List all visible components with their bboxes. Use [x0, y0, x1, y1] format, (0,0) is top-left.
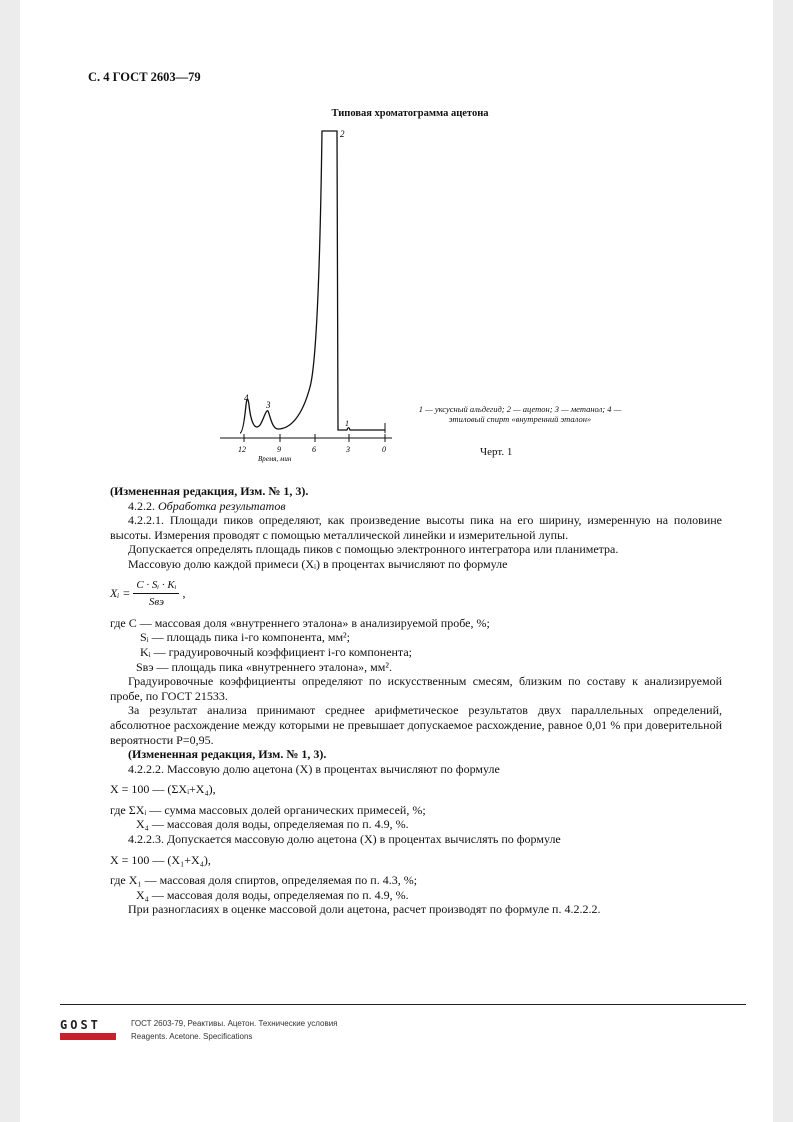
- tick-label: 0: [382, 445, 386, 454]
- where-line: где X₁ — массовая доля спиртов, определяемая по п. 4.3, %;: [110, 873, 418, 888]
- peak-label-4: 4: [244, 393, 249, 403]
- formula-impurity: [110, 578, 722, 610]
- tick-label: 12: [238, 445, 246, 454]
- tick-label: 6: [312, 445, 316, 454]
- document-body: [110, 484, 722, 917]
- paragraph: За результат анализа принимают среднее арифметическое результатов двух параллельных определений, абсолютное расхождение между которыми не превышает допускаемое расхождение, равное 0,01 % при доверительной вероятности P=0,95.: [110, 703, 722, 747]
- where-line: X₄ — массовая доля воды, определяемая по п. 4.9, %.: [136, 817, 409, 832]
- formula-tail: ,: [182, 585, 186, 600]
- footer-line-2: Reagents. Acetone. Specifications: [131, 1032, 253, 1041]
- paragraph: 4.2.2.3. Допускается массовую долю ацетона (X) в процентах вычислять по формуле: [128, 832, 561, 847]
- chromatogram-trace: [240, 131, 385, 433]
- peak-label-1: 1: [345, 419, 349, 428]
- footer-rule: [60, 1004, 746, 1005]
- paragraph: Градуировочные коэффициенты определяют по искусственным смесям, близким по составу к анализируемой пробе, по ГОСТ 21533.: [110, 674, 722, 703]
- where-line: где ΣXᵢ — сумма массовых долей органических примесей, %;: [110, 802, 426, 817]
- peak-label-3: 3: [266, 400, 271, 410]
- section-number: 4.2.2.: [128, 498, 155, 513]
- section-title: Обработка результатов: [158, 498, 286, 513]
- where-line: Sᵢ — площадь пика i-го компонента, мм²;: [140, 630, 350, 645]
- where-line: Sвэ — площадь пика «внутреннего эталона», мм².: [136, 659, 392, 674]
- formula-denominator: Sвэ: [148, 596, 164, 609]
- page-header: С. 4 ГОСТ 2603—79: [88, 70, 201, 84]
- paragraph: 4.2.2.2. Массовую долю ацетона (X) в процентах вычисляют по формуле: [128, 761, 500, 776]
- section-heading: [110, 499, 722, 514]
- formula-acetone: X = 100 — (ΣXᵢ+X₄),: [110, 782, 216, 797]
- amendment-note: (Измененная редакция, Изм. № 1, 3).: [128, 747, 327, 762]
- where-line: Kᵢ — градуировочный коэффициент i-го компонента;: [140, 644, 412, 659]
- gost-logo: [60, 1019, 116, 1040]
- tick-label: 3: [346, 445, 350, 454]
- paragraph: Допускается определять площадь пиков с помощью электронного интегратора или планиметра.: [128, 542, 619, 557]
- chromatogram: [220, 125, 400, 465]
- figure-legend: 1 — уксусный альдегид; 2 — ацетон; 3 — метанол; 4 — этиловый спирт «внутренний эталон»: [418, 404, 622, 424]
- formula-acetone-alt: X = 100 — (X₁+X₄),: [110, 852, 211, 867]
- figure-caption: Черт. 1: [480, 446, 513, 458]
- tick-label: 9: [277, 445, 281, 454]
- paragraph: 4.2.2.1. Площади пиков определяют, как произведение высоты пика на его ширину, измеренную на половине высоты. Измерения проводят с помощью металлической линейки и измерительной лупы.: [110, 513, 722, 542]
- where-line: X₄ — массовая доля воды, определяемая по п. 4.9, %.: [136, 887, 409, 902]
- formula-numerator: C · Sᵢ · Kᵢ: [133, 578, 179, 595]
- where-line: где C — массовая доля «внутреннего эталона» в анализируемой пробе, %;: [110, 615, 490, 630]
- logo-bar: [60, 1033, 116, 1040]
- paragraph: При разногласиях в оценке массовой доли ацетона, расчет производят по формуле п. 4.2.2.2.: [128, 902, 601, 917]
- logo-text: GOST: [60, 1018, 101, 1032]
- amendment-note: (Измененная редакция, Изм. № 1, 3).: [110, 484, 309, 498]
- figure-title: Типовая хроматограмма ацетона: [331, 108, 489, 119]
- paragraph: Массовую долю каждой примеси (Xᵢ) в процентах вычисляют по формуле: [128, 556, 508, 571]
- axis-label: Время, мин: [258, 455, 292, 463]
- footer-line-1: ГОСТ 2603-79, Реактивы. Ацетон. Технические условия: [131, 1019, 338, 1028]
- formula-lhs: Xᵢ =: [110, 585, 131, 600]
- formula-fraction: [133, 578, 179, 610]
- peak-label-2: 2: [340, 129, 345, 139]
